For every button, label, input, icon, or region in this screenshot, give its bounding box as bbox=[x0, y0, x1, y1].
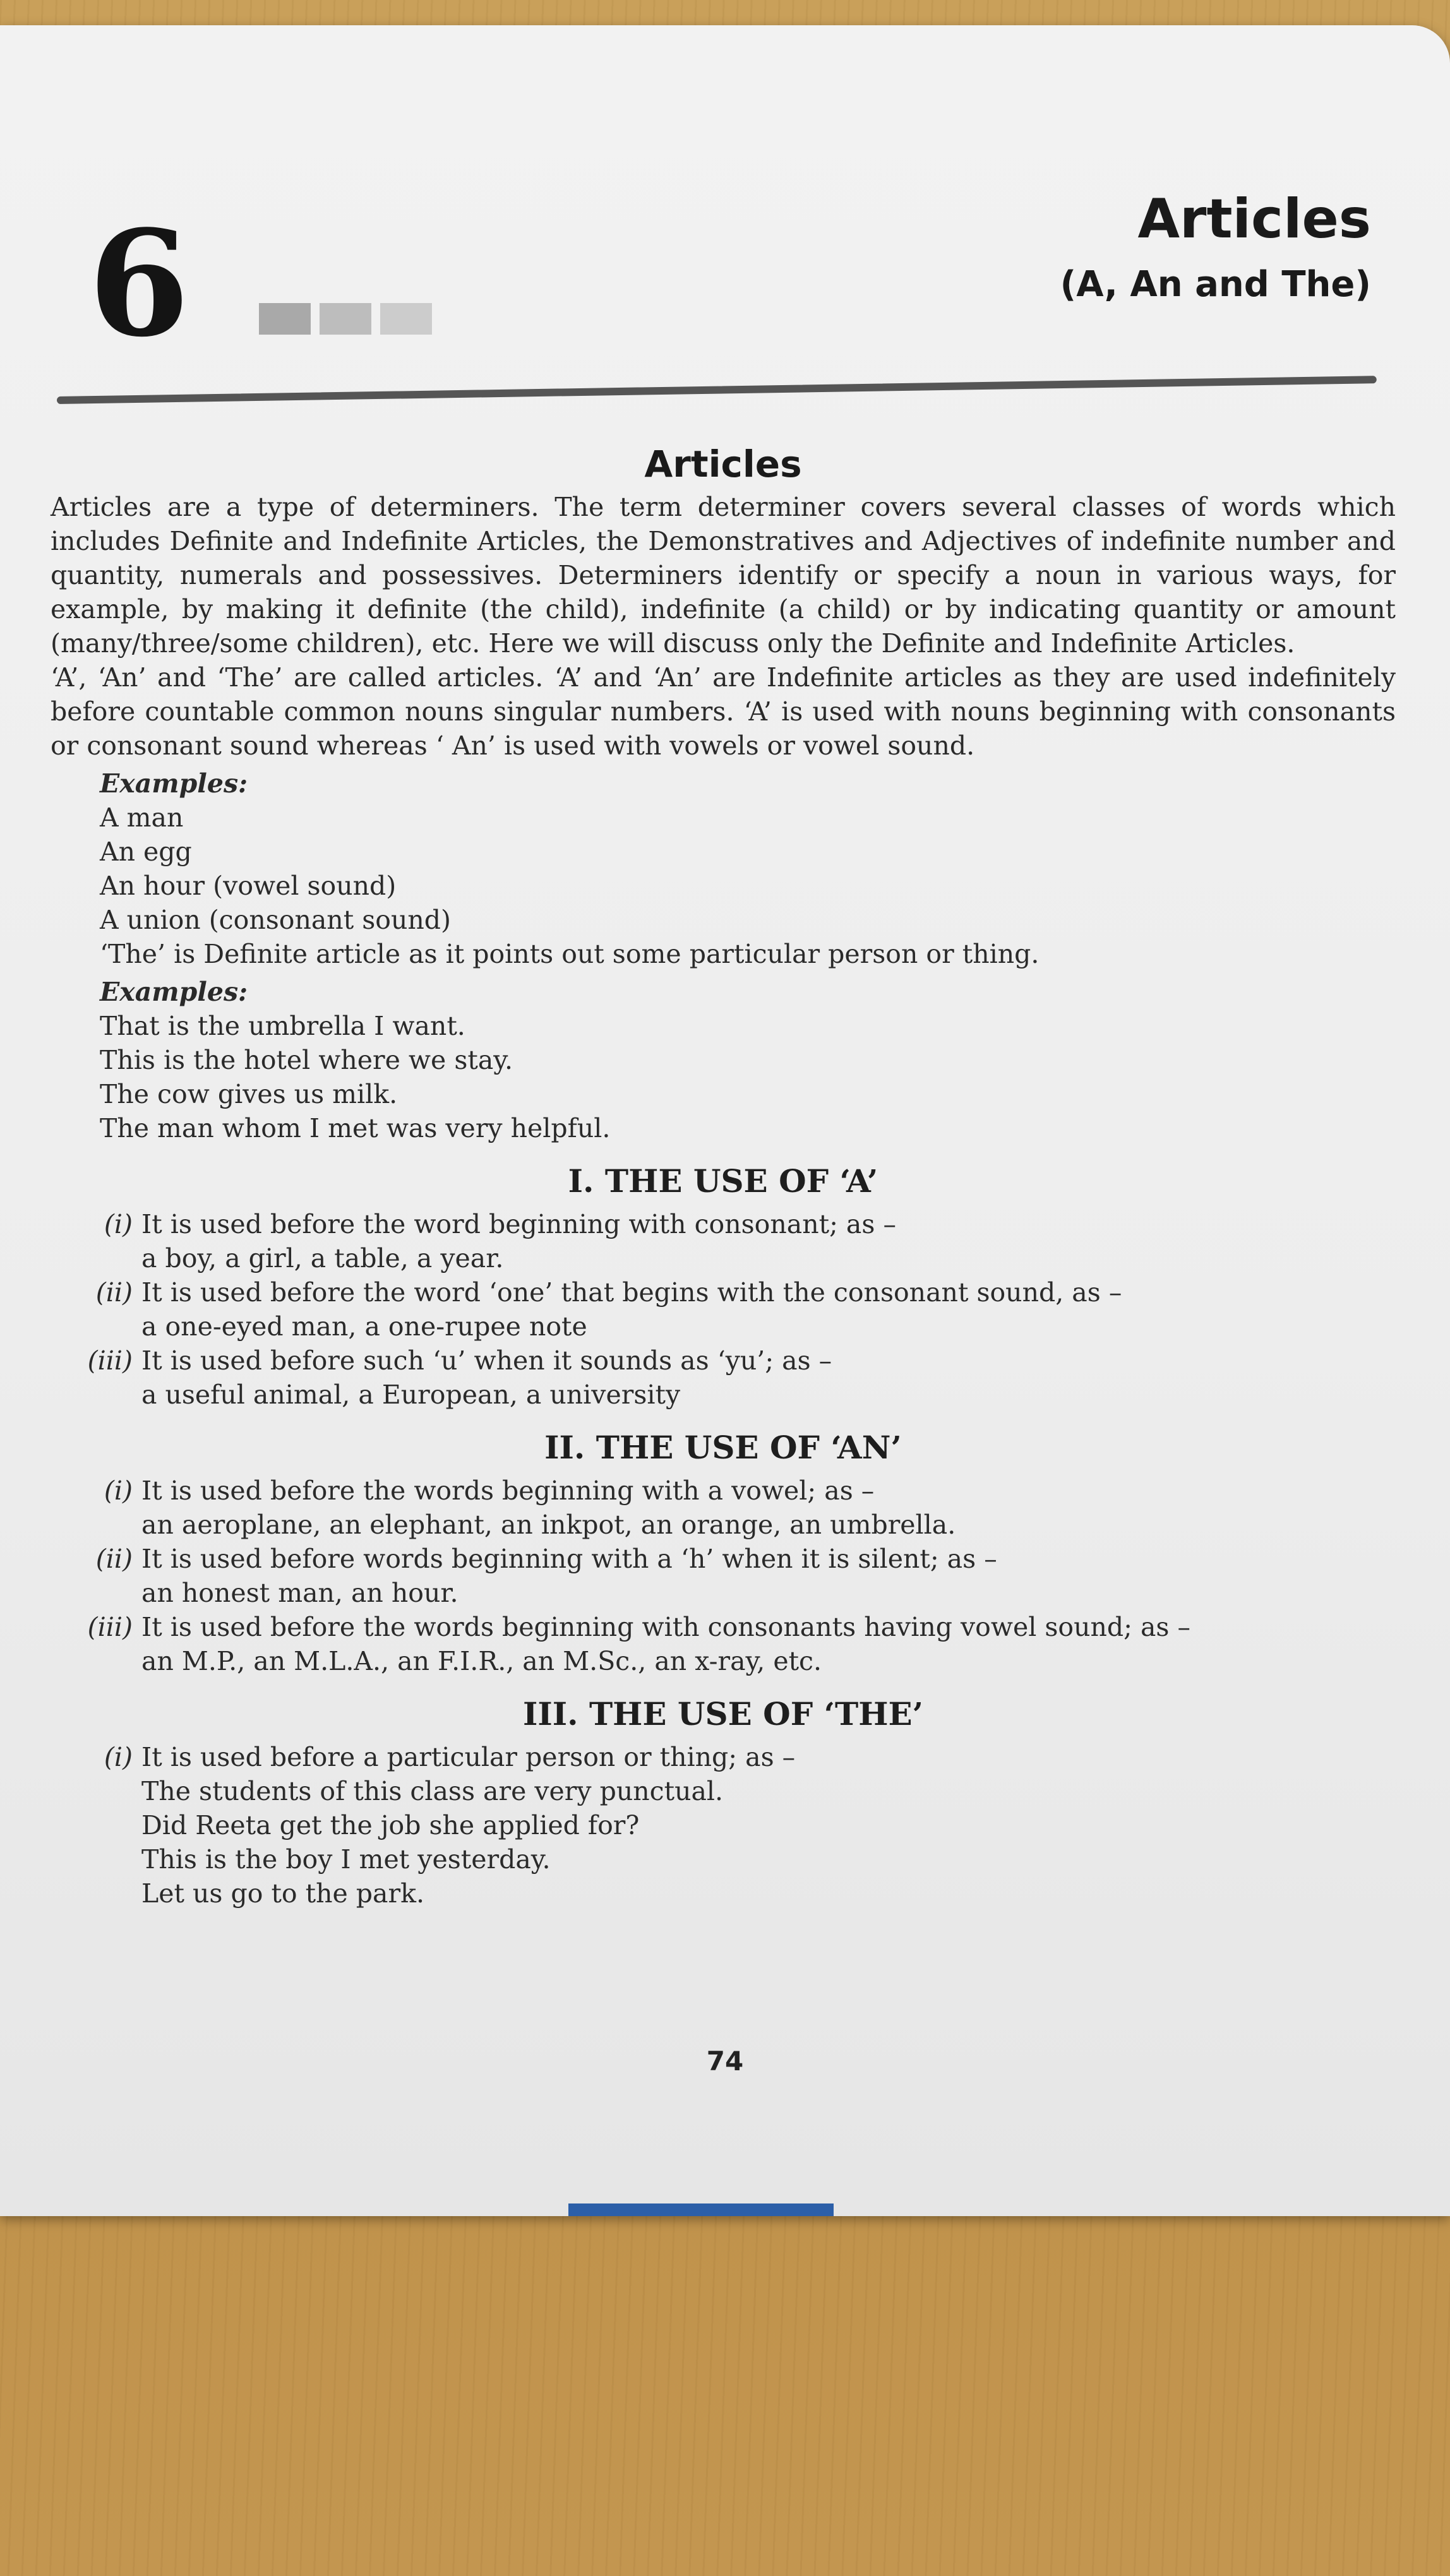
rule-example: a useful animal, a European, a university bbox=[141, 1380, 681, 1410]
rule-example: Did Reeta get the job she applied for? bbox=[141, 1810, 640, 1840]
rule-item bbox=[51, 1610, 1396, 1678]
rule-example: an aeroplane, an elephant, an inkpot, an orange, an umbrella. bbox=[141, 1510, 956, 1540]
chapter-subtitle: (A, An and The) bbox=[1060, 263, 1371, 305]
example-line: That is the umbrella I want. bbox=[100, 1011, 465, 1041]
book-binding-edge bbox=[568, 2203, 834, 2216]
rule-text: It is used before the word ‘one’ that begins with the consonant sound, as – bbox=[141, 1277, 1122, 1308]
rule-number: (i) bbox=[104, 1476, 133, 1506]
chapter-title: Articles bbox=[1137, 188, 1371, 251]
page-content bbox=[51, 442, 1396, 1911]
example-line: An hour (vowel sound) bbox=[100, 871, 397, 901]
rule-text: It is used before the words beginning with consonants having vowel sound; as – bbox=[141, 1612, 1191, 1642]
decorative-blocks bbox=[259, 303, 432, 335]
examples-label: Examples: bbox=[100, 768, 248, 799]
chapter-number: 6 bbox=[88, 199, 190, 369]
decor-block bbox=[380, 303, 432, 335]
rule-number: (iii) bbox=[87, 1612, 133, 1642]
rule-example: a boy, a girl, a table, a year. bbox=[141, 1243, 504, 1273]
rule-number: (ii) bbox=[95, 1277, 133, 1308]
decor-block bbox=[320, 303, 371, 335]
use-a-heading: I. THE USE OF ‘A’ bbox=[568, 1162, 878, 1200]
use-the-heading: III. THE USE OF ‘THE’ bbox=[522, 1695, 923, 1732]
rule-text: It is used before a particular person or thing; as – bbox=[141, 1742, 796, 1772]
rule-text: It is used before words beginning with a ‘h’ when it is silent; as – bbox=[141, 1544, 997, 1574]
decor-block bbox=[259, 303, 311, 335]
rule-example: an honest man, an hour. bbox=[141, 1578, 458, 1608]
rule-number: (iii) bbox=[87, 1345, 133, 1376]
definite-intro: ‘The’ is Definite article as it points out some particular person or thing. bbox=[100, 939, 1040, 969]
example-line: This is the hotel where we stay. bbox=[100, 1045, 513, 1075]
rule-item bbox=[51, 1740, 1396, 1911]
rule-text: It is used before the word beginning with consonant; as – bbox=[141, 1209, 896, 1239]
rule-example: This is the boy I met yesterday. bbox=[141, 1844, 551, 1875]
rule-item bbox=[51, 1474, 1396, 1542]
example-line: A man bbox=[100, 802, 184, 833]
example-line: A union (consonant sound) bbox=[100, 905, 452, 935]
rule-example: an M.P., an M.L.A., an F.I.R., an M.Sc., an x-ray, etc. bbox=[141, 1646, 822, 1676]
rule-example: a one-eyed man, a one-rupee note bbox=[141, 1311, 587, 1342]
example-line: An egg bbox=[100, 837, 192, 867]
rule-example: Let us go to the park. bbox=[141, 1878, 424, 1909]
book-page bbox=[0, 25, 1450, 2216]
examples-label: Examples: bbox=[100, 977, 248, 1007]
rule-number: (i) bbox=[104, 1742, 133, 1772]
rule-item bbox=[51, 1207, 1396, 1275]
rule-item bbox=[51, 1275, 1396, 1344]
rule-number: (i) bbox=[104, 1209, 133, 1239]
example-line: The cow gives us milk. bbox=[100, 1079, 398, 1109]
chapter-divider bbox=[57, 376, 1377, 404]
rule-item bbox=[51, 1344, 1396, 1412]
use-an-heading: II. THE USE OF ‘AN’ bbox=[544, 1429, 902, 1466]
section-title: Articles bbox=[644, 443, 802, 486]
page-number: 74 bbox=[706, 2046, 744, 2077]
example-line: The man whom I met was very helpful. bbox=[100, 1113, 611, 1143]
rule-item bbox=[51, 1542, 1396, 1610]
intro-paragraph: ‘A’, ‘An’ and ‘The’ are called articles. ‘A’ and ‘An’ are Indefinite articles as they are used indefinitely before countable common nouns singular numbers. ‘A’ is used with nouns beginning with consonants or consonant sound whereas ‘ An’ is used with vowels or vowel sound. bbox=[51, 662, 1396, 761]
rule-text: It is used before the words beginning with a vowel; as – bbox=[141, 1476, 875, 1506]
rule-example: The students of this class are very punctual. bbox=[141, 1776, 724, 1806]
intro-paragraph: Articles are a type of determiners. The term determiner covers several classes of words which includes Definite and Indefinite Articles, the Demonstratives and Adjectives of indefinite number and quantity, numerals and possessives. Determiners identify or specify a noun in various ways, for example, by making it definite (the child), indefinite (a child) or by indicating quantity or amount (many/three/some children), etc. Here we will discuss only the Definite and Indefinite Articles. bbox=[51, 492, 1396, 659]
rule-number: (ii) bbox=[95, 1544, 133, 1574]
chapter-heading bbox=[1060, 189, 1371, 307]
rule-text: It is used before such ‘u’ when it sounds as ‘yu’; as – bbox=[141, 1345, 832, 1376]
